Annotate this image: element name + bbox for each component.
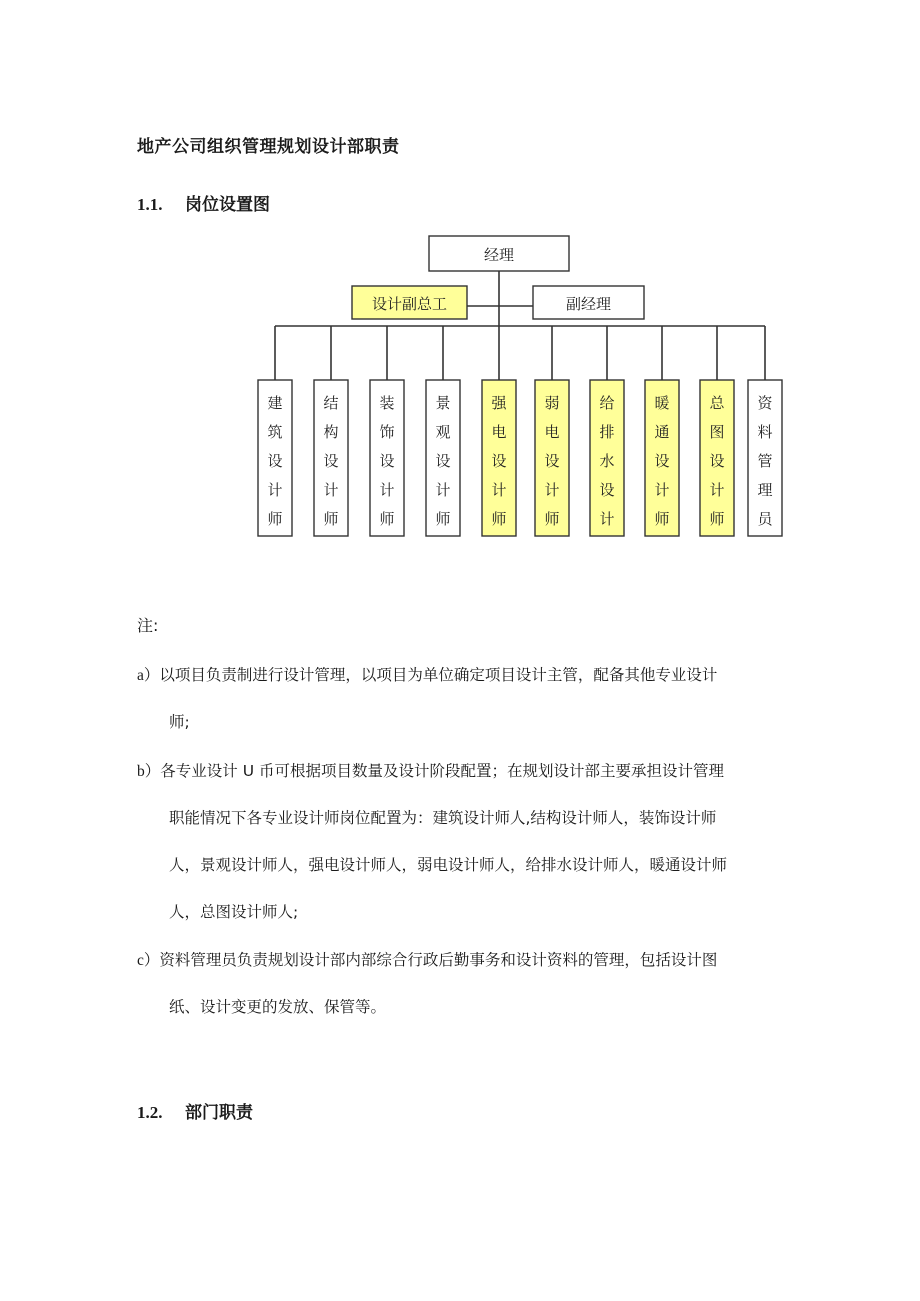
org-node-position-char: 构 [323,423,339,441]
org-node-position-char: 观 [435,423,451,441]
org-node-position-char: 装 [379,394,395,412]
org-node-position-char: 设 [709,452,725,470]
note-text: 纸、设计变更的发放、保管等。 [169,998,387,1016]
note-c [137,937,797,1031]
note-text: 师; [169,713,190,731]
org-node-position-char: 图 [709,423,725,441]
org-node-position-char: 筑 [267,423,283,441]
note-b [137,748,797,936]
org-node-position-char: 饰 [379,423,395,441]
section-number: 1.1. [137,195,163,214]
org-node-position-char: 计 [491,481,507,499]
org-node-position-char: 设 [544,452,560,470]
note-text: 人，景观设计师人，强电设计师人，弱电设计师人，给排水设计师人，暖通设计师 [169,856,728,874]
org-node-position-char: 强 [491,394,507,412]
org-node-deputy-manager-label: 副经理 [565,295,612,313]
org-chart-boxes [258,236,782,536]
section-title: 部门职责 [185,1103,253,1123]
org-node-position-char: 总 [709,394,725,412]
org-node-position-char: 景 [435,394,451,412]
org-node-position-char: 弱 [544,394,560,412]
org-node-manager-label: 经理 [483,246,515,264]
section-title: 岗位设置图 [185,195,270,215]
note-text: 资料管理员负责规划设计部内部综合行政后勤事务和设计资料的管理，包括设计图 [159,951,718,969]
org-node-position-char: 计 [654,481,670,499]
org-node-position-char: 电 [544,423,560,441]
org-node-position-char: 暖 [654,394,670,412]
org-node-position-char: 师 [491,510,507,528]
section-heading-responsibilities [137,1098,253,1123]
org-node-position-char: 理 [757,481,773,499]
org-node-position-char: 水 [599,452,615,470]
section-number: 1.2. [137,1103,163,1122]
notes-label: 注: [137,616,159,635]
org-node-position-char: 设 [654,452,670,470]
org-node-position-char: 师 [379,510,395,528]
org-node-position-char: 师 [544,510,560,528]
org-node-position-char: 给 [599,394,615,412]
org-chart [0,0,920,560]
org-node-position-char: 通 [654,423,670,441]
org-node-position-char: 排 [599,423,615,441]
org-node-position-char: 师 [709,510,725,528]
org-node-position-char: 电 [491,423,507,441]
org-node-position-char: 资 [757,394,773,412]
org-node-position-char: 料 [757,423,773,441]
org-node-position-char: 计 [323,481,339,499]
org-node-position-char: 计 [599,510,615,528]
org-node-position-char: 建 [267,394,283,412]
org-node-position-char: 设 [267,452,283,470]
note-a [137,652,797,746]
org-node-position-char: 管 [757,452,773,470]
note-marker: c） [137,952,160,969]
org-node-position-char: 师 [323,510,339,528]
org-node-position-char: 设 [491,452,507,470]
note-text: 人，总图设计师人; [169,903,299,921]
org-node-position-char: 员 [757,510,773,528]
org-node-position-char: 师 [267,510,283,528]
org-chart-connectors [275,271,765,380]
note-marker: b） [137,763,161,780]
org-node-position-char: 设 [599,481,615,499]
org-node-position-char: 计 [544,481,560,499]
org-node-position-char: 设 [379,452,395,470]
org-node-position-char: 设 [323,452,339,470]
org-node-position-char: 计 [267,481,283,499]
note-marker: a） [137,667,160,684]
org-node-deputy-chief-label: 设计副总工 [371,295,448,313]
org-node-position-char: 计 [435,481,451,499]
org-node-position-char: 计 [379,481,395,499]
org-node-position-char: 师 [435,510,451,528]
org-node-position-char: 计 [709,481,725,499]
org-node-position-char: 结 [323,394,339,412]
org-node-position-char: 设 [435,452,451,470]
org-node-position-char: 师 [654,510,670,528]
document-title: 地产公司组织管理规划设计部职责 [137,137,400,157]
note-text: 以项目负责制进行设计管理，以项目为单位确定项目设计主管，配备其他专业设计 [159,666,718,684]
note-text: 职能情况下各专业设计师岗位配置为：建筑设计师人,结构设计师人，装饰设计师 [169,809,717,827]
note-text: 各专业设计 U 币可根据项目数量及设计阶段配置；在规划设计部主要承担设计管理 [160,762,724,780]
